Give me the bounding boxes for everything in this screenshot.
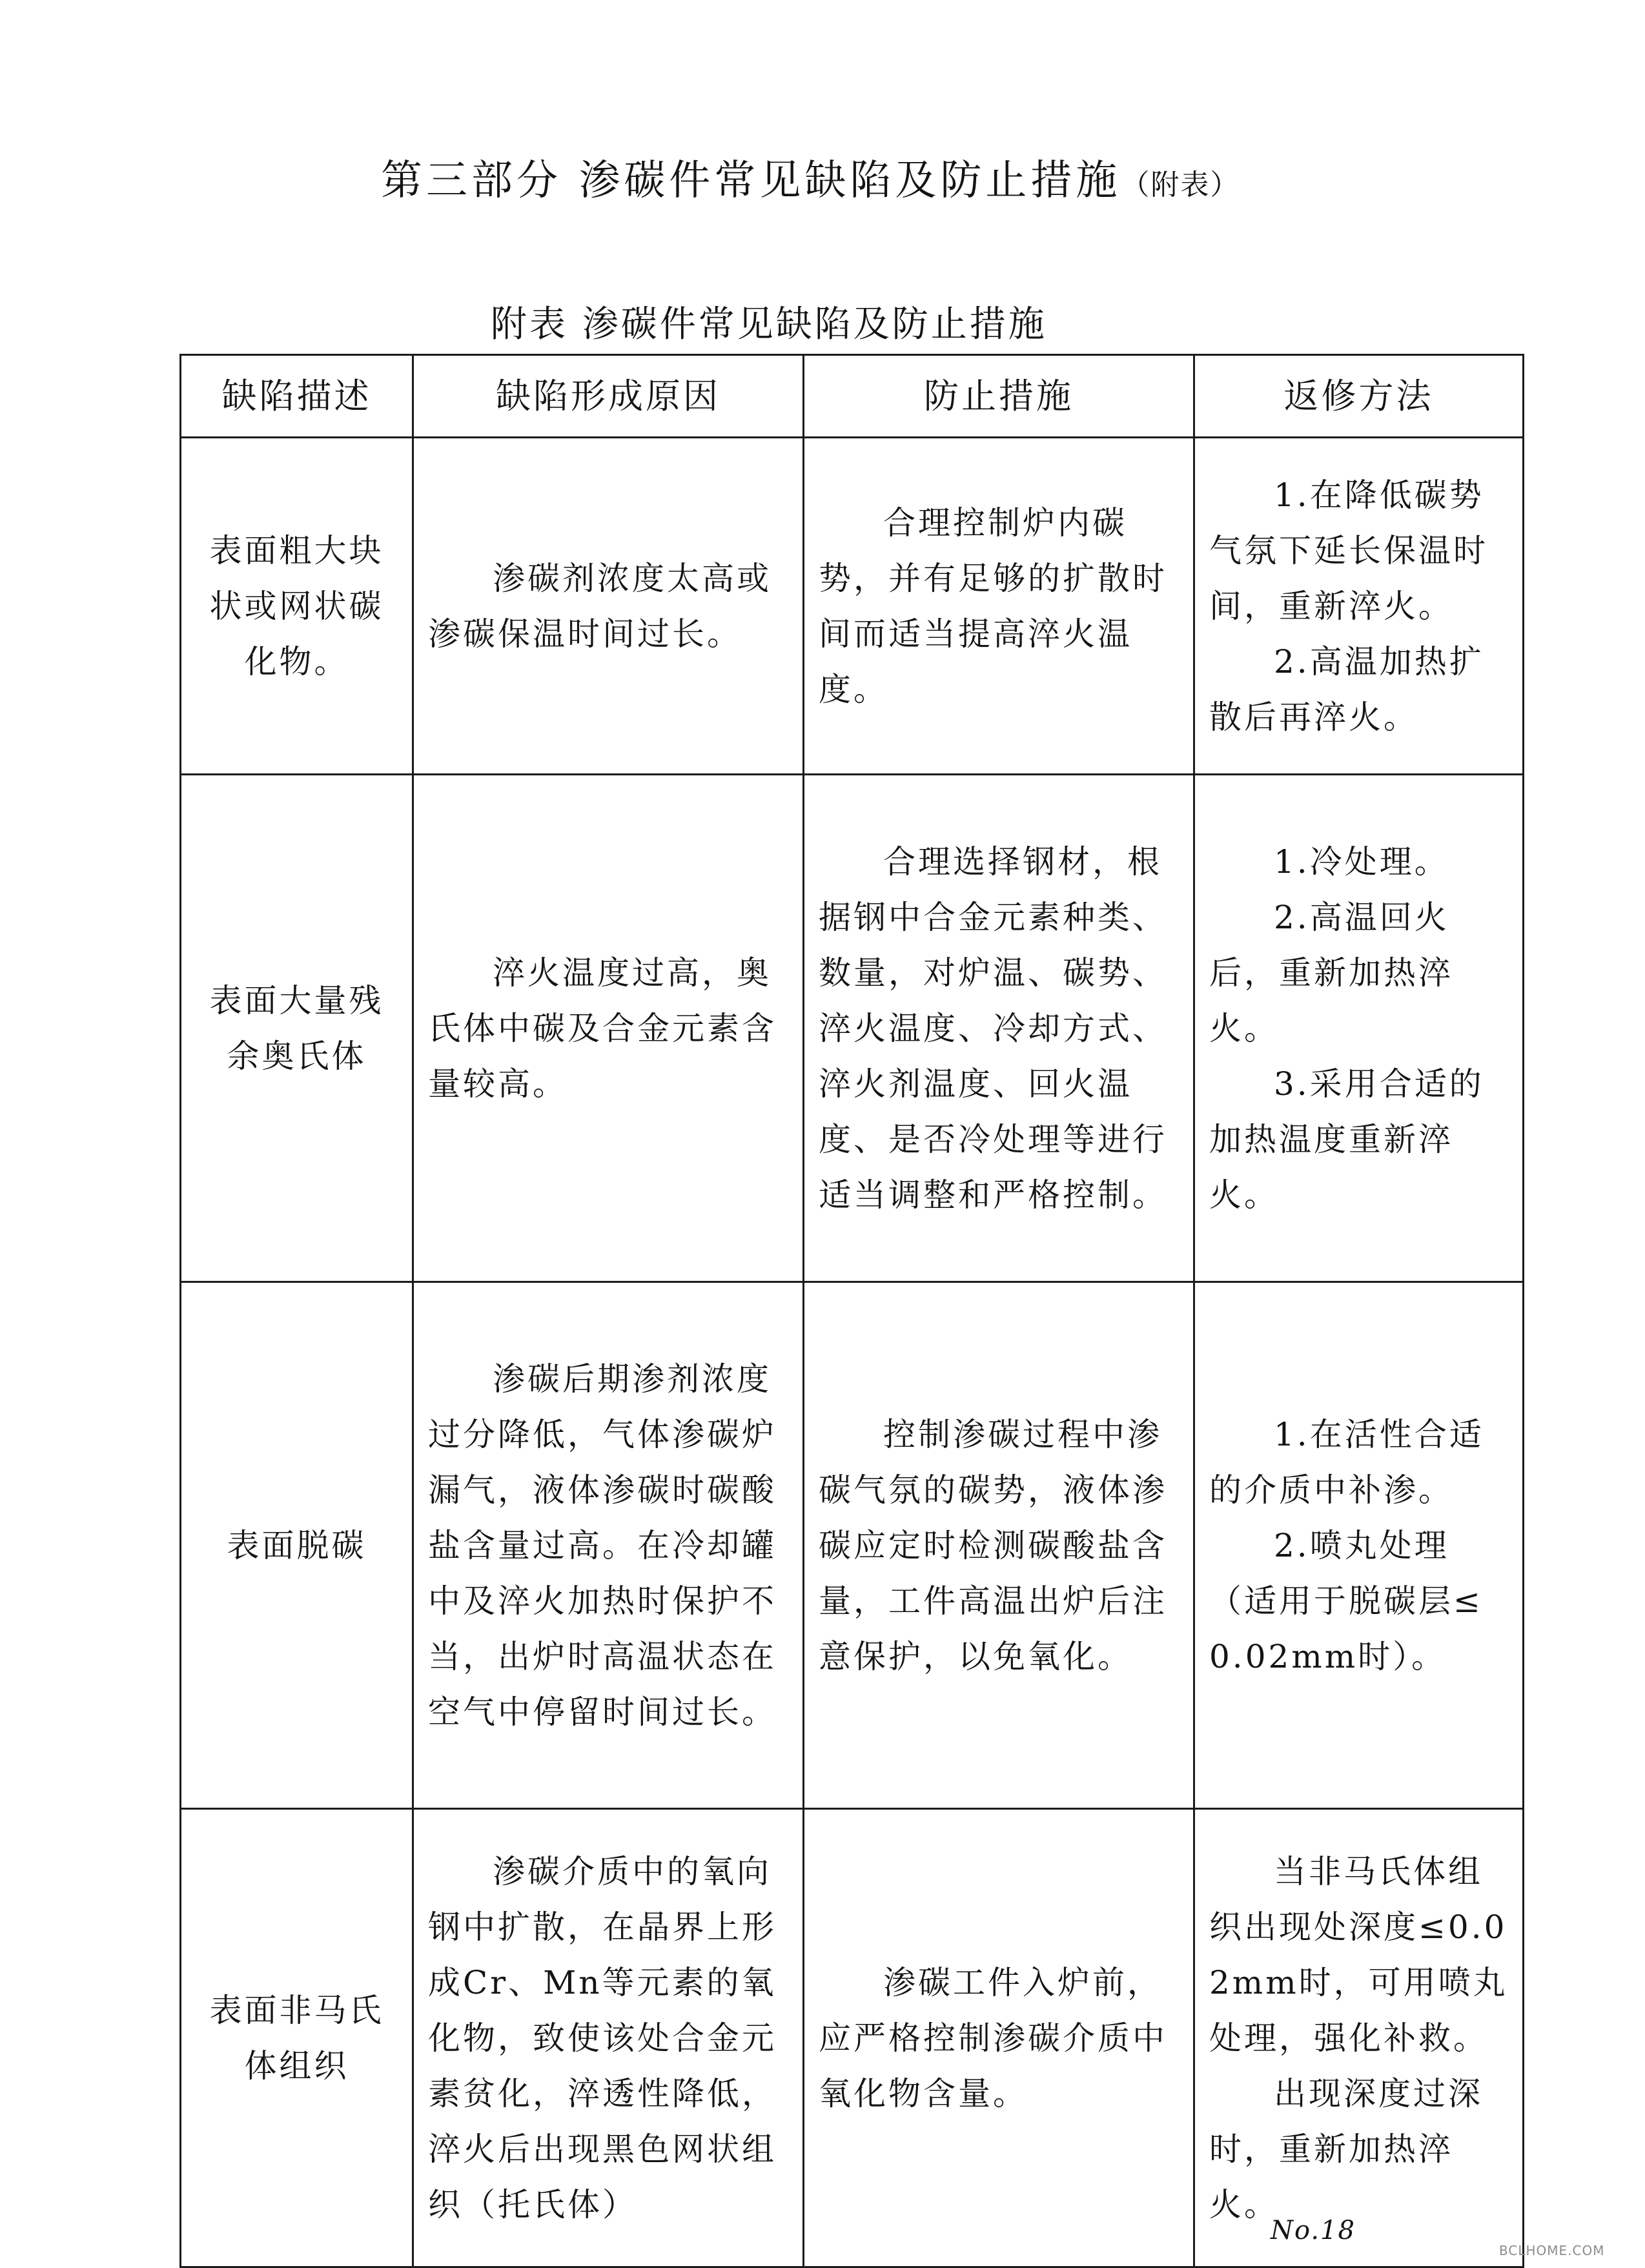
defect-description-cell: 表面大量残余奥氏体 [181,775,413,1282]
defect-cause-cell [413,438,804,775]
prevention-cell [804,438,1194,775]
prevention-text: 合理选择钢材，根据钢中合金元素种类、数量，对炉温、碳势、淬火温度、冷却方式、淬火剂温度、回火温度、是否冷处理等进行适当调整和严格控制。 [819,843,1167,1214]
repair-cell [1194,1282,1524,1809]
table-row [181,775,1524,1282]
cause-text: 渗碳介质中的氧向钢中扩散，在晶界上形成Cr、Mn等元素的氧化物，致使该处合金元素贫化，淬透性降低，淬火后出现黑色网状组织（托氏体） [428,1852,777,2223]
defect-cause-cell [413,1809,804,2267]
repair-step: 当非马氏体组织出现处深度≤0.02mm时，可用喷丸处理，强化补救。 [1209,1852,1508,2057]
defect-cause-cell [413,1282,804,1809]
header-repair: 返修方法 [1194,355,1524,438]
site-watermark: BCLHOME.COM [1499,2243,1605,2258]
repair-step: 3.采用合适的加热温度重新淬火。 [1209,1065,1484,1214]
repair-step: 1.冷处理。 [1274,843,1449,881]
cause-text: 淬火温度过高，奥氏体中碳及合金元素含量较高。 [428,954,777,1103]
prevention-text: 渗碳工件入炉前，应严格控制渗碳介质中氧化物含量。 [819,1963,1167,2112]
table-caption: 附表 渗碳件常见缺陷及防止措施 [491,303,1047,345]
prevention-cell [804,1809,1194,2267]
prevention-text: 合理控制炉内碳势，并有足够的扩散时间而适当提高淬火温度。 [819,504,1167,708]
page-number: No.18 [1271,2216,1356,2245]
prevention-text: 控制渗碳过程中渗碳气氛的碳势，液体渗碳应定时检测碳酸盐含量，工件高温出炉后注意保护，以免氧化。 [819,1415,1167,1675]
repair-step: 2.喷丸处理（适用于脱碳层≤0.02mm时）。 [1209,1526,1483,1675]
prevention-cell [804,1282,1194,1809]
header-cause: 缺陷形成原因 [413,355,804,438]
repair-cell [1194,1809,1524,2267]
header-description: 缺陷描述 [181,355,413,438]
table-row [181,1809,1524,2267]
cause-text: 渗碳剂浓度太高或渗碳保温时间过长。 [428,559,771,653]
table-row [181,438,1524,775]
page-title-text: 第三部分 渗碳件常见缺陷及防止措施 [381,157,1121,205]
repair-step: 1.在降低碳势气氛下延长保温时间，重新淬火。 [1209,476,1488,625]
repair-step: 出现深度过深时，重新加热淬火。 [1209,2074,1483,2223]
table-row [181,1282,1524,1809]
defect-description-cell: 表面脱碳 [181,1282,413,1809]
defect-table [179,354,1524,2268]
defect-description-cell: 表面粗大块状或网状碳化物。 [181,438,413,775]
repair-cell [1194,438,1524,775]
defect-description-cell: 表面非马氏体组织 [181,1809,413,2267]
page-title [381,147,1349,207]
table-header-row [181,355,1524,438]
header-prevention: 防止措施 [804,355,1194,438]
page-title-suffix: （附表） [1121,169,1240,201]
repair-step: 1.在活性合适的介质中补渗。 [1209,1415,1484,1509]
repair-step: 2.高温回火后，重新加热淬火。 [1209,898,1453,1047]
repair-cell [1194,775,1524,1282]
prevention-cell [804,775,1194,1282]
repair-step: 2.高温加热扩散后再淬火。 [1209,642,1484,736]
defect-cause-cell [413,775,804,1282]
cause-text: 渗碳后期渗剂浓度过分降低，气体渗碳炉漏气，液体渗碳时碳酸盐含量过高。在冷却罐中及淬火加热时保护不当，出炉时高温状态在空气中停留时间过长。 [428,1360,777,1731]
